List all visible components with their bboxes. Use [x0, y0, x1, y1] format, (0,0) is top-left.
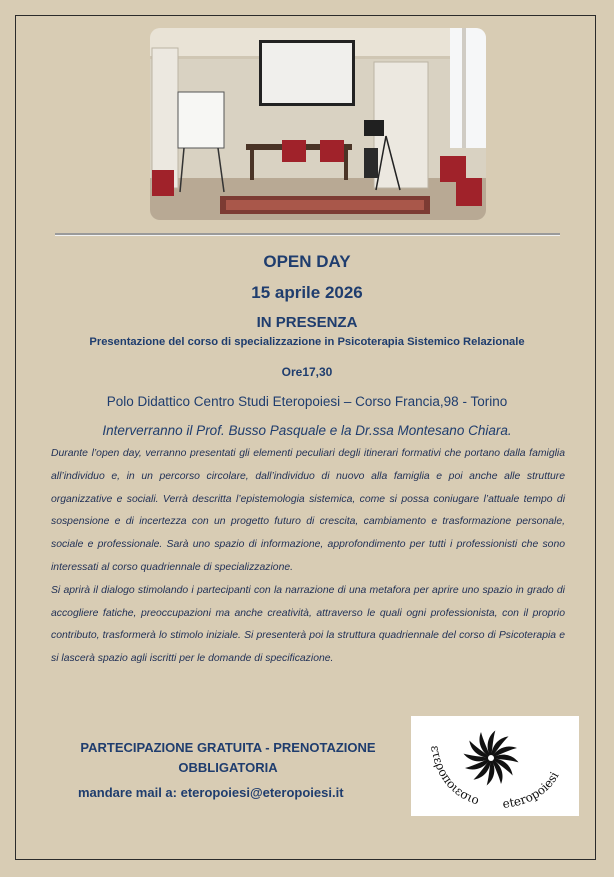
logo-text-latin: eteropoiesi — [501, 769, 562, 812]
event-time: Ore17,30 — [281, 365, 333, 379]
classroom-photo — [150, 28, 486, 220]
divider — [55, 233, 560, 236]
logo-text-greek: ετεροποιεσιο — [428, 744, 482, 808]
registration-notice — [58, 738, 398, 778]
description-paragraph-1: Durante l’open day, verranno presentati gli elementi peculiari degli itinerari formativi che portano dalla famiglia all’individuo e, in un percorso circolare, dall’individuo di nuovo alla famiglia e poi anche alle strutture organizzative e sociali. Verrà descritta l’epistemologia sistemica, come si possa coniugare l’attuale tempo di sospensione e di incertezza con un progetto futuro di crescita, cambiamento e trasformazione personale, sociale e professionale. Sarà uno spazio di informazione, approfondimento per tutti i professionisti che sono interessati al corso quadriennale di specializzazione. — [51, 448, 565, 573]
contact-email: mandare mail a: eteropoiesi@eteropoiesi.it — [78, 785, 344, 800]
registration-line-2: OBBLIGATORIA — [178, 760, 278, 775]
description — [51, 443, 565, 671]
event-mode: IN PRESENZA — [256, 314, 358, 331]
description-paragraph-2: Si aprirà il dialogo stimolando i partecipanti con la narrazione di una metafora per aprire uno spazio in grado di accogliere fatiche, preoccupazioni ma anche creatività, attraverso le quali ogni professionista, con il proprio contributo, trasformerà lo stimolo iniziale. Si presenterà poi la struttura quadriennale del corso di Psicoterapia e si lascerà spazio agli iscritti per le domande di specificazione. — [51, 584, 565, 665]
event-date: 15 aprile 2026 — [251, 283, 363, 302]
registration-line-1: PARTECIPAZIONE GRATUITA - PRENOTAZIONE — [80, 740, 376, 755]
eteropoiesi-logo — [411, 716, 579, 816]
event-title: OPEN DAY — [263, 252, 351, 271]
event-subtitle: Presentazione del corso di specializzazione in Psicoterapia Sistemico Relazionale — [89, 336, 525, 348]
event-venue: Polo Didattico Centro Studi Eteropoiesi – Corso Francia,98 - Torino — [106, 394, 508, 409]
event-speakers: Interverranno il Prof. Busso Pasquale e la Dr.ssa Montesano Chiara. — [102, 423, 512, 438]
